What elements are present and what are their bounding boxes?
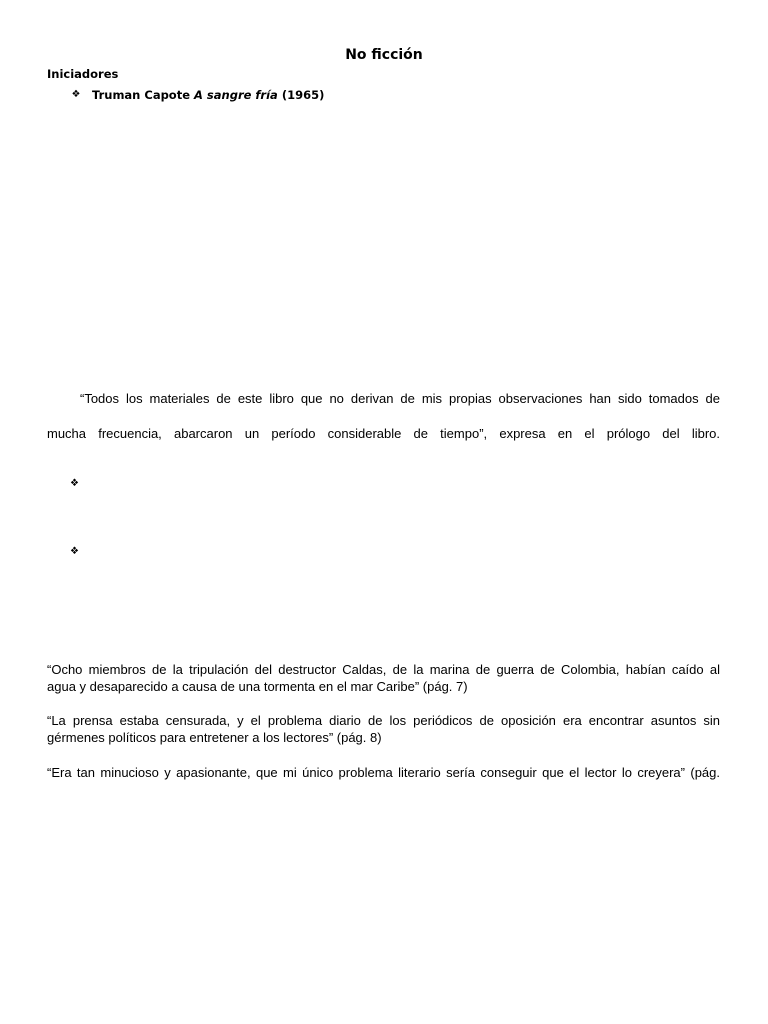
quote-2-line-2: gérmenes políticos para entretener a los lectores” (pág. 8)	[47, 730, 382, 745]
section-heading-iniciadores: Iniciadores	[47, 67, 119, 81]
quote-2-line-1: “La prensa estaba censurada, y el problema diario de los periódicos de oposición era encontrar asuntos sin	[47, 713, 720, 728]
diamond-bullet-icon: ❖	[71, 89, 81, 100]
work-year: (1965)	[281, 88, 325, 102]
diamond-bullet-icon: ❖	[70, 546, 79, 557]
quote-3-line-1: “Era tan minucioso y apasionante, que mi único problema literario sería conseguir que el lector lo creyera” (pág.	[47, 765, 720, 780]
page-title: No ficción	[345, 47, 423, 63]
quote-1-line-2: agua y desaparecido a causa de una tormenta en el mar Caribe” (pág. 7)	[47, 679, 468, 694]
bullet-item-capote	[70, 87, 324, 103]
diamond-bullet-icon: ❖	[70, 478, 79, 489]
quote-1-line-1: “Ocho miembros de la tripulación del destructor Caldas, de la marina de guerra de Colombia, habían caído al	[47, 662, 720, 677]
capote-quote-line-2: mucha frecuencia, abarcaron un período considerable de tiempo”, expresa en el prólogo del libro.	[47, 426, 720, 441]
author-name: Truman Capote	[92, 88, 191, 102]
capote-quote-line-1: “Todos los materiales de este libro que no derivan de mis propias observaciones han sido tomados de	[80, 391, 720, 406]
work-title: A sangre fría	[194, 88, 278, 102]
